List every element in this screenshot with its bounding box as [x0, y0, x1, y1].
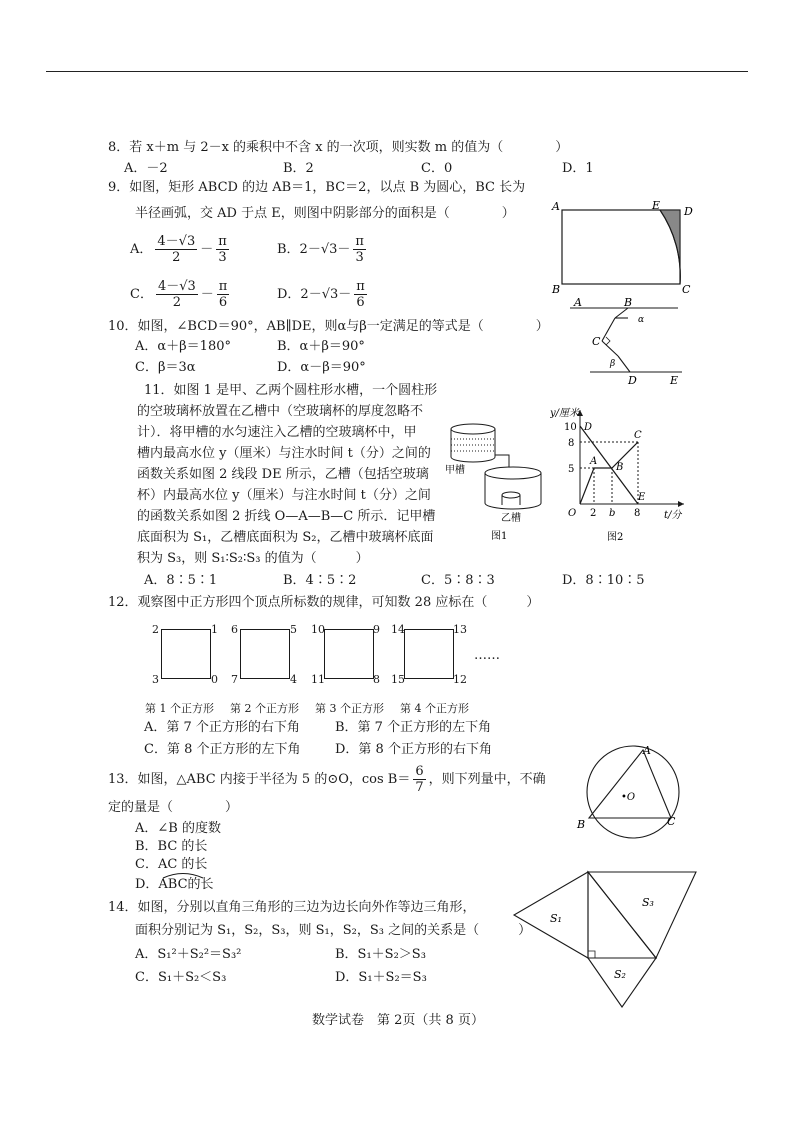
figure2-caption: 图2 [607, 532, 624, 543]
q9-option-d[interactable]: D．2－√3－ $\frac{\pi}{6}$ [277, 279, 365, 310]
q12-option-a[interactable]: A．第 7 个正方形的右下角 [144, 720, 300, 735]
label-o: •O [621, 792, 636, 803]
q11-line6: 杯）内最高水位 y（厘米）与注水时间 t（分）之间 [137, 488, 431, 503]
square4-top-right: 13 [453, 623, 467, 636]
q11-line8: 底面积为 S₁，乙槽底面积为 S₂，乙槽中玻璃杯底面 [137, 530, 434, 545]
q11-option-a[interactable]: A．8∶5∶1 [144, 573, 218, 588]
label-jia-cao: 甲槽 [445, 465, 465, 476]
label-b: B [552, 283, 561, 296]
q14-option-b[interactable]: B．S₁＋S₂＞S₃ [335, 947, 426, 962]
point-c: C [634, 430, 642, 441]
q9-option-a[interactable]: A． $\frac{4-√3}{2}$ － $\frac{\pi}{3}$ [130, 234, 227, 265]
header-rule [46, 71, 748, 72]
label-c: C [667, 815, 676, 828]
q11-line4: 槽内最高水位 y（厘米）与注水时间 t（分）之间的 [137, 446, 431, 461]
label-s2: S₂ [614, 968, 626, 981]
square1-bottom-left: 3 [152, 673, 159, 686]
q13-line2: 定的量是（ ） [108, 800, 239, 815]
square1-top-left: 2 [152, 623, 159, 636]
q8-option-c[interactable]: C．0 [421, 161, 453, 176]
x-axis-label: t/分 [664, 510, 682, 521]
q8-option-a[interactable]: A．－2 [124, 161, 168, 176]
label-s1: S₁ [550, 912, 562, 925]
label-e: E [670, 374, 679, 386]
q11-figure1 [445, 415, 545, 540]
q11-line5: 函数关系如图 2 线段 DE 所示，乙槽（包括空玻璃 [137, 467, 429, 482]
q14-option-d[interactable]: D．S₁＋S₂＝S₃ [335, 970, 427, 985]
label-a: A [552, 200, 560, 213]
q13-option-d[interactable]: D．ABC的长 [135, 877, 214, 892]
q13-stem: 13．如图，△ABC 内接于半径为 5 的⊙O，cos B＝ $\frac{6}{7}$ ，则下列量中，不确 [108, 764, 546, 795]
square1-caption: 第 1 个正方形 [145, 702, 214, 715]
q10-option-c[interactable]: C．β＝3α [135, 360, 196, 375]
q14-line1: 14．如图，分别以直角三角形的三边为边长向外作等边三角形， [108, 900, 476, 915]
label-beta: β [610, 359, 616, 369]
y-axis-label: y/厘米 [550, 408, 580, 419]
point-b: B [616, 462, 624, 473]
x-tick-b: b [609, 508, 616, 519]
q10-option-d[interactable]: D．α－β＝90° [277, 360, 366, 375]
q12-stem: 12．观察图中正方形四个顶点所标数的规律，可知数 28 应标在（ ） [108, 595, 540, 610]
label-d: D [684, 205, 693, 218]
arc-abc-mark [161, 871, 205, 879]
square4-bottom-right: 12 [453, 673, 467, 686]
q11-line7: 的函数关系如图 2 折线 O—A—B—C 所示．记甲槽 [137, 509, 436, 524]
q11-option-c[interactable]: C．5∶8∶3 [421, 573, 495, 588]
q10-figure [560, 296, 690, 386]
label-b: B [624, 296, 633, 309]
q8-option-d[interactable]: D．1 [562, 161, 594, 176]
q14-option-a[interactable]: A．S₁²＋S₂²＝S₃² [135, 947, 242, 962]
label-yi-cao: 乙槽 [501, 513, 521, 524]
square2-caption: 第 2 个正方形 [230, 702, 299, 715]
label-c: C [592, 335, 601, 348]
point-e: E [638, 492, 646, 503]
q11-line3: 计）．将甲槽的水匀速注入乙槽的空玻璃杯中，甲 [137, 425, 417, 440]
x-tick-2: 2 [590, 508, 597, 519]
q11-figure2 [550, 400, 690, 545]
square2-bottom-left: 7 [231, 673, 238, 686]
square3-bottom-right: 8 [373, 673, 380, 686]
q9-option-c[interactable]: C． $\frac{4-√3}{2}$ － $\frac{\pi}{6}$ [130, 279, 228, 310]
square1-top-right: 1 [211, 623, 218, 636]
label-c: C [682, 283, 691, 296]
square1-bottom-right: 0 [211, 673, 218, 686]
rectangle-abcd [562, 210, 680, 284]
square3-bottom-left: 11 [311, 673, 325, 686]
y-tick-10: 10 [564, 422, 577, 433]
figure1-caption: 图1 [491, 531, 508, 540]
point-d: D [584, 422, 593, 433]
q9-line2: 半径画弧，交 AD 于点 E，则图中阴影部分的面积是（ ） [135, 206, 515, 221]
label-a: A [574, 296, 582, 309]
q10-option-a[interactable]: A．α＋β＝180° [135, 339, 231, 354]
q9-figure [548, 198, 698, 296]
q14-line2: 面积分别记为 S₁，S₂，S₃，则 S₁，S₂，S₃ 之间的关系是（ ） [135, 923, 532, 938]
q8-stem: 8．若 x＋m 与 2－x 的乘积中不含 x 的一次项，则实数 m 的值为（ ） [108, 140, 569, 155]
origin-label: O [568, 508, 577, 519]
label-s3: S₃ [642, 896, 654, 909]
q14-figure [510, 862, 700, 1012]
page-footer: 数学试卷 第 2页（共 8 页） [312, 1013, 484, 1028]
q9-line1: 9．如图，矩形 ABCD 的边 AB＝1，BC＝2，以点 B 为圆心，BC 长为 [108, 180, 526, 195]
q11-line2: 的空玻璃杯放置在乙槽中（空玻璃杯的厚度忽略不 [137, 404, 424, 419]
q11-line9: 积为 S₃，则 S₁∶S₂∶S₃ 的值为（ ） [137, 551, 369, 566]
label-e: E [652, 199, 661, 212]
square4-top-left: 14 [391, 623, 405, 636]
q14-option-c[interactable]: C．S₁＋S₂＜S₃ [135, 970, 227, 985]
y-tick-5: 5 [568, 464, 575, 475]
square3-top-left: 10 [311, 623, 325, 636]
square4-bottom-left: 15 [391, 673, 405, 686]
point-a: A [590, 456, 598, 467]
label-d: D [628, 374, 637, 386]
q13-option-a[interactable]: A．∠B 的度数 [135, 821, 221, 836]
x-tick-8: 8 [634, 508, 641, 519]
q13-option-b[interactable]: B．BC 的长 [135, 839, 208, 854]
q8-option-b[interactable]: B．2 [283, 161, 314, 176]
q12-option-c[interactable]: C．第 8 个正方形的左下角 [144, 742, 301, 757]
q13-figure [575, 742, 695, 842]
square4-caption: 第 4 个正方形 [400, 702, 469, 715]
square3-top-right: 9 [373, 623, 380, 636]
y-tick-8: 8 [568, 438, 575, 449]
q11-line1: 11．如图 1 是甲、乙两个圆柱形水槽，一个圆柱形 [144, 383, 438, 398]
label-alpha: α [638, 315, 645, 325]
q11-option-b[interactable]: B．4∶5∶2 [283, 573, 357, 588]
square3-caption: 第 3 个正方形 [315, 702, 384, 715]
q11-option-d[interactable]: D．8∶10∶5 [562, 573, 645, 588]
square2-bottom-right: 4 [290, 673, 297, 686]
q9-option-b[interactable]: B．2－√3－ $\frac{\pi}{3}$ [277, 234, 364, 265]
q10-option-b[interactable]: B．α＋β＝90° [277, 339, 365, 354]
q10-stem: 10．如图，∠BCD＝90°，AB∥DE，则α与β一定满足的等式是（ ） [108, 319, 549, 334]
square2-top-left: 6 [231, 623, 238, 636]
q12-option-b[interactable]: B．第 7 个正方形的左下角 [335, 720, 492, 735]
label-b: B [577, 818, 586, 831]
ellipsis: …… [474, 648, 500, 663]
label-a: A [643, 744, 651, 757]
square2-top-right: 5 [290, 623, 297, 636]
q13-option-c[interactable]: C．AC 的长 [135, 857, 208, 872]
q12-option-d[interactable]: D．第 8 个正方形的右下角 [335, 742, 492, 757]
